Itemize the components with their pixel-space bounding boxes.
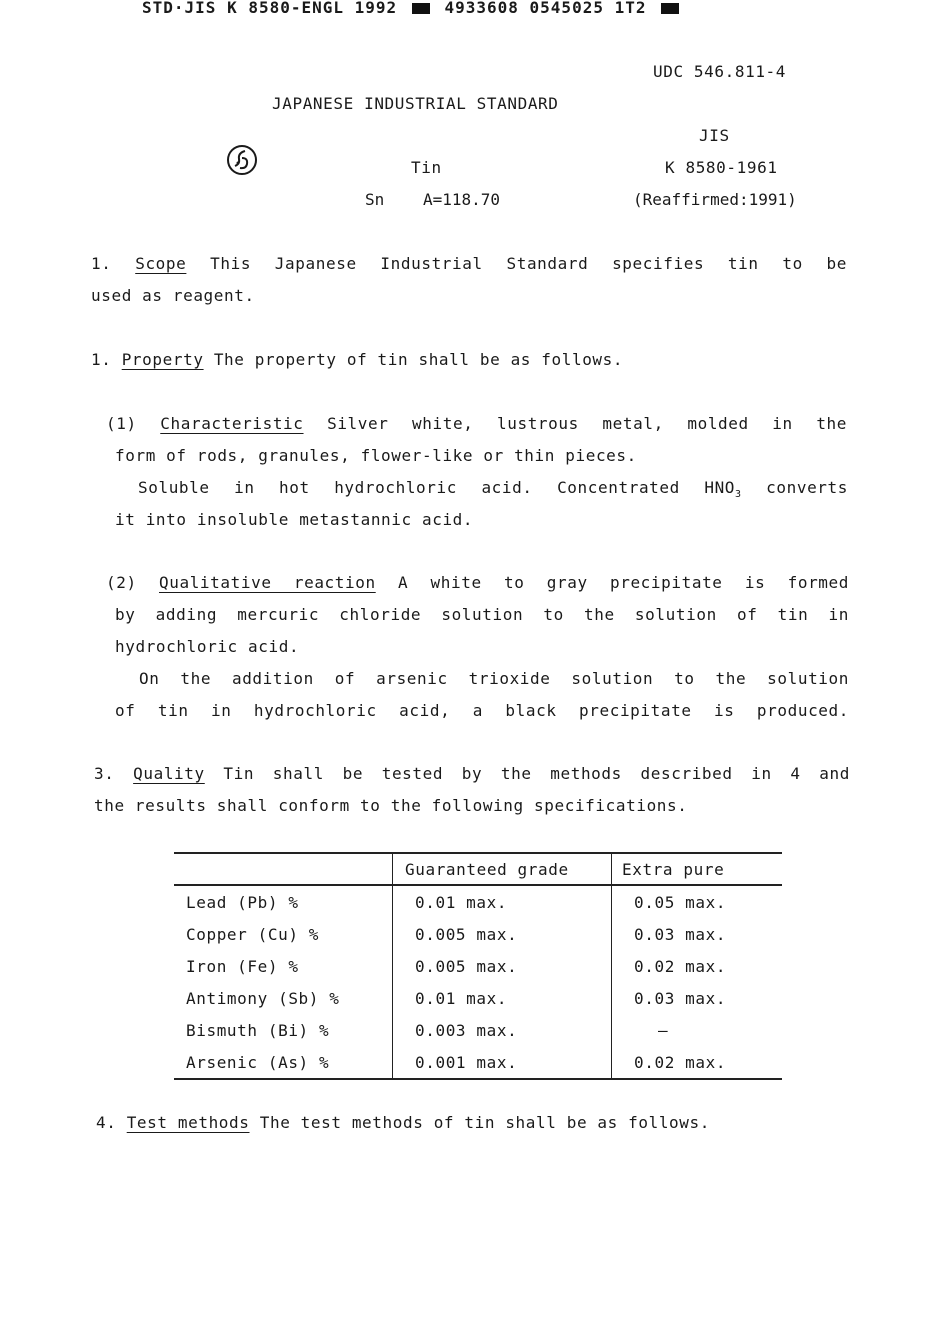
table-cell-item: Bismuth (Bi) %: [186, 1020, 330, 1040]
table-header-extra: Extra pure: [612, 853, 783, 885]
characteristic-line-1: [106, 414, 847, 433]
scope-heading: Scope: [135, 254, 187, 273]
table-cell-guaranteed: 0.001 max.: [393, 1046, 612, 1079]
table-row: [174, 982, 782, 1014]
property-heading: Property: [121, 350, 204, 369]
qualitative-text: A white to gray precipitate is formed: [398, 573, 849, 592]
table-cell-guaranteed: 0.01 max.: [393, 982, 612, 1014]
test-methods-line: [96, 1113, 710, 1132]
scan-header-code: STD·JIS K 8580-ENGL 1992: [142, 0, 398, 17]
table-row: [174, 1046, 782, 1079]
table-row: [174, 950, 782, 982]
scope-number: 1.: [91, 254, 112, 273]
table-cell-extra: 0.02 max.: [612, 1046, 783, 1079]
table-cell-item: Antimony (Sb) %: [186, 988, 340, 1008]
table-header-item: [174, 853, 393, 885]
scope-line-1: [91, 254, 847, 273]
characteristic-line-3: [138, 478, 848, 500]
test-methods-number: 4.: [96, 1113, 117, 1132]
property-number: 1.: [91, 350, 112, 369]
qualitative-heading: Qualitative reaction: [159, 573, 376, 592]
scan-header: [142, 0, 683, 17]
scope-line-2: used as reagent.: [91, 286, 255, 305]
characteristic-line-2: form of rods, granules, flower-like or thin pieces.: [115, 446, 637, 465]
qualitative-number: (2): [106, 573, 137, 592]
table-cell-guaranteed: 0.01 max.: [393, 885, 612, 918]
table-cell-extra: –: [612, 1014, 783, 1046]
table-cell-item: Arsenic (As) %: [174, 1046, 393, 1079]
property-line: [91, 350, 623, 369]
jis-label: JIS: [699, 126, 730, 145]
table-header-row: [174, 853, 782, 885]
quality-line-2: the results shall conform to the following specifications.: [94, 796, 688, 815]
jis-mark-logo: [226, 144, 258, 176]
reaffirmed-date: (Reaffirmed:1991): [633, 190, 797, 209]
qualitative-line-3: hydrochloric acid.: [115, 637, 300, 656]
qualitative-line-4: On the addition of arsenic trioxide solution to the solution: [139, 669, 849, 688]
table-cell-extra: 0.03 max.: [612, 982, 783, 1014]
table-row: [174, 918, 782, 950]
characteristic-line-3b: converts: [741, 478, 848, 497]
atomic-weight: A=118.70: [423, 190, 501, 209]
table-cell-guaranteed: 0.005 max.: [393, 918, 612, 950]
characteristic-number: (1): [106, 414, 137, 433]
udc-number: UDC 546.811-4: [653, 62, 787, 81]
characteristic-heading: Characteristic: [160, 414, 304, 433]
standard-name: JAPANESE INDUSTRIAL STANDARD: [272, 94, 559, 113]
scope-text: This Japanese Industrial Standard specifies tin to be: [210, 254, 848, 273]
test-methods-heading: Test methods: [126, 1113, 250, 1132]
substance-name: Tin: [411, 158, 442, 177]
qualitative-line-5: of tin in hydrochloric acid, a black precipitate is produced.: [115, 701, 849, 720]
characteristic-line-4: it into insoluble metastannic acid.: [115, 510, 474, 529]
chemical-symbol: Sn: [365, 190, 385, 209]
redaction-block: [412, 3, 430, 14]
table-row: [174, 885, 782, 918]
table-cell-extra: 0.05 max.: [612, 885, 783, 918]
table-cell-item: Iron (Fe) %: [186, 956, 299, 976]
quality-number: 3.: [94, 764, 115, 783]
qualitative-line-2: by adding mercuric chloride solution to the solution of tin in: [115, 605, 849, 624]
property-text: The property of tin shall be as follows.: [213, 350, 624, 369]
characteristic-text: Silver white, lustrous metal, molded in the: [327, 414, 848, 433]
table-cell-guaranteed: 0.003 max.: [393, 1014, 612, 1046]
scan-header-serial: 4933608 0545025 1T2: [444, 0, 647, 17]
redaction-block: [661, 3, 679, 14]
characteristic-subscript: 3: [735, 489, 742, 501]
quality-line-1: [94, 764, 850, 783]
jis-number: K 8580-1961: [665, 158, 778, 177]
qualitative-line-1: [106, 573, 849, 592]
characteristic-line-3a: Soluble in hot hydrochloric acid. Concentrated HNO: [138, 478, 736, 497]
table-cell-item: Lead (Pb) %: [186, 892, 299, 912]
specification-table: [174, 852, 782, 1080]
table-cell-guaranteed: 0.005 max.: [393, 950, 612, 982]
table-cell-extra: 0.02 max.: [612, 950, 783, 982]
table-header-guaranteed: Guaranteed grade: [393, 853, 612, 885]
quality-heading: Quality: [133, 764, 205, 783]
table-cell-item: Copper (Cu) %: [186, 924, 320, 944]
quality-text: Tin shall be tested by the methods described in 4 and: [223, 764, 850, 783]
table-row: [174, 1014, 782, 1046]
test-methods-text: The test methods of tin shall be as follows.: [259, 1113, 710, 1132]
table-cell-extra: 0.03 max.: [612, 918, 783, 950]
